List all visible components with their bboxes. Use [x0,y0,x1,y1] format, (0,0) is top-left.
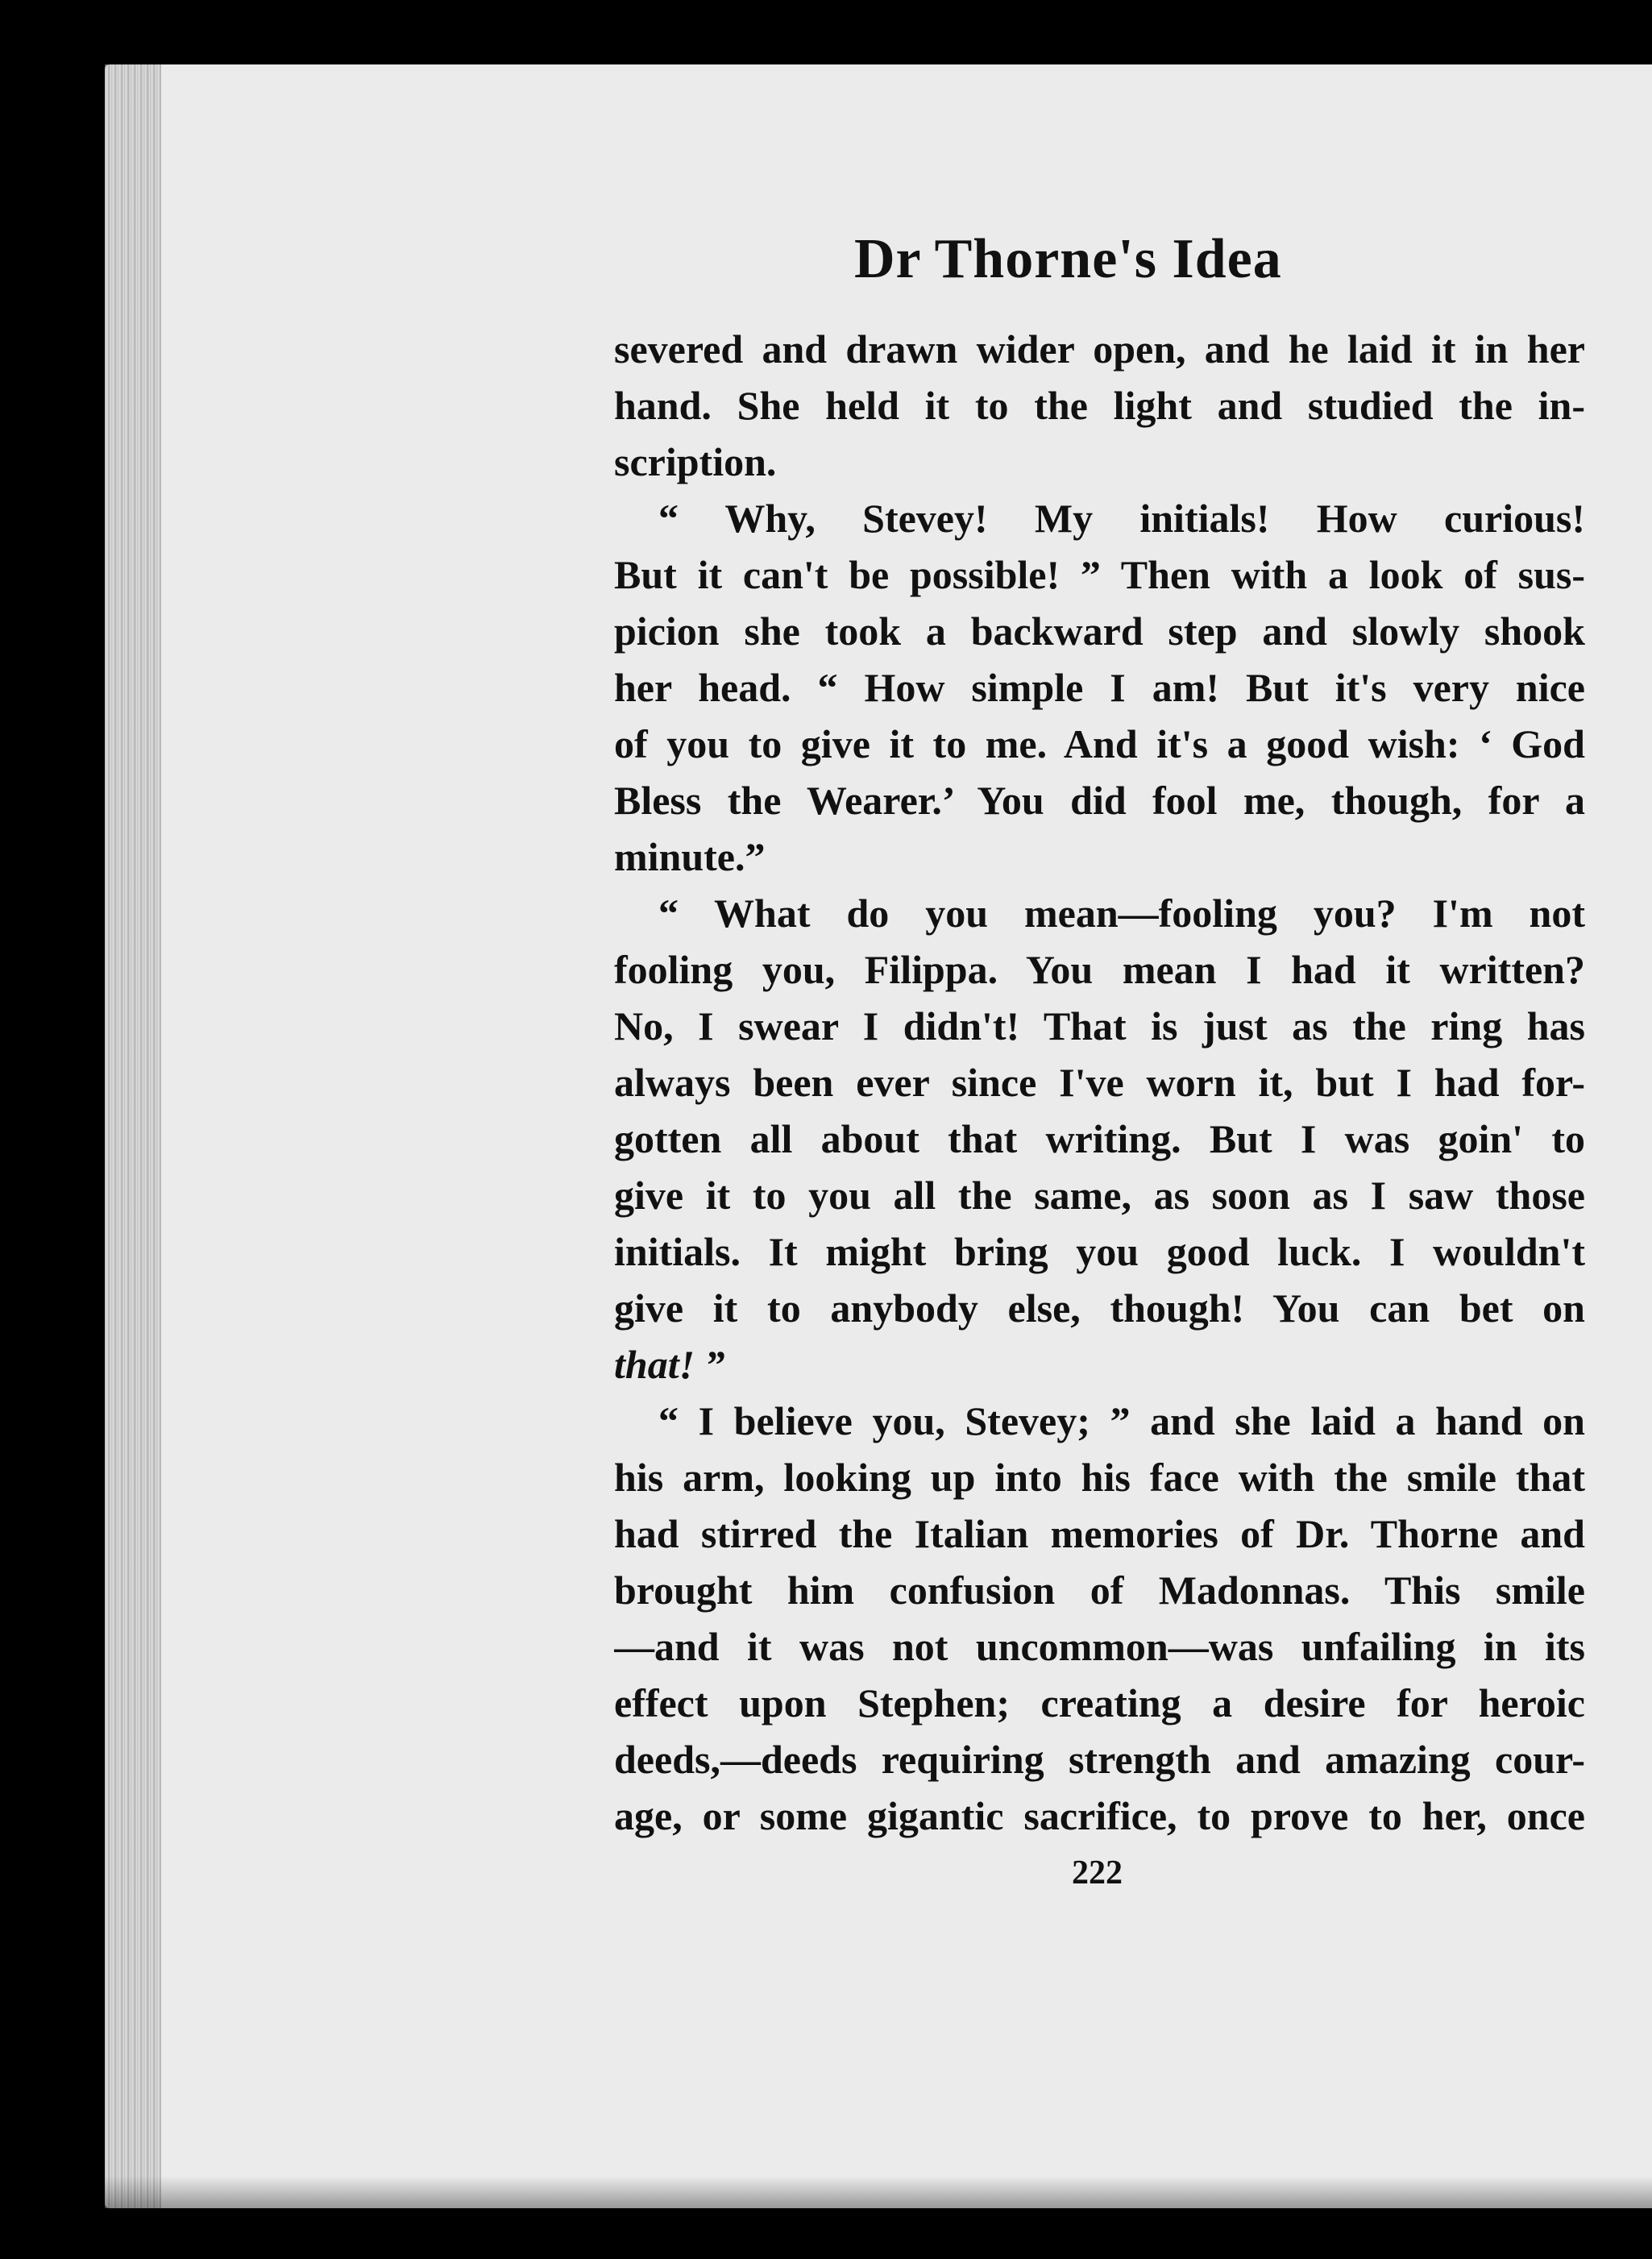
text-line: always been ever since I've worn it, but I had for- [614,1060,1585,1105]
text-line: “ Why, Stevey! My initials! How curious! [658,496,1585,541]
text-line: brought him confusion of Madonnas. This smile [614,1568,1585,1613]
text-line: picion she took a backward step and slowly shook [614,608,1585,654]
text-line: “ I believe you, Stevey; ” and she laid a hand on [658,1398,1585,1443]
running-head: Dr Thorne's Idea [854,228,1282,290]
text-line: initials. It might bring you good luck. I wouldn't [614,1229,1585,1274]
text-line: deeds,—deeds requiring strength and amazing cour- [614,1737,1585,1782]
text-line: effect upon Stephen; creating a desire for heroic [614,1680,1585,1725]
body-text [614,321,1585,1844]
text-line: But it can't be possible! ” Then with a look of sus- [614,552,1585,597]
text-line: minute.” [614,834,766,879]
text-line: give it to anybody else, though! You can bet on [614,1285,1585,1331]
text-line: Bless the Wearer.’ You did fool me, though, for a [614,778,1585,823]
text-line: give it to you all the same, as soon as I saw those [614,1173,1585,1218]
text-line: had stirred the Italian memories of Dr. Thorne and [614,1511,1585,1556]
text-line: hand. She held it to the light and studied the in- [614,383,1585,428]
text-line: fooling you, Filippa. You mean I had it written? [614,947,1585,992]
text-line: scription. [614,439,777,484]
page-bottom-shadow [105,2176,1652,2208]
text-line: age, or some gigantic sacrifice, to prove to her, once [614,1793,1585,1838]
page-number: 222 [1072,1854,1123,1891]
text-line: —and it was not uncommon—was unfailing in its [614,1624,1585,1669]
page-edge-shading [105,64,161,2208]
text-line: his arm, looking up into his face with the smile that [614,1455,1585,1500]
text-line: “ What do you mean—fooling you? I'm not [658,891,1585,936]
text-line: severed and drawn wider open, and he laid it in her [614,326,1585,372]
text-line: No, I swear I didn't! That is just as the ring has [614,1003,1585,1049]
text-line: that! ” [614,1342,725,1387]
text-line: gotten all about that writing. But I was goin' to [614,1116,1585,1161]
text-line: of you to give it to me. And it's a good wish: ‘ God [614,721,1585,766]
text-line: her head. “ How simple I am! But it's very nice [614,665,1585,710]
